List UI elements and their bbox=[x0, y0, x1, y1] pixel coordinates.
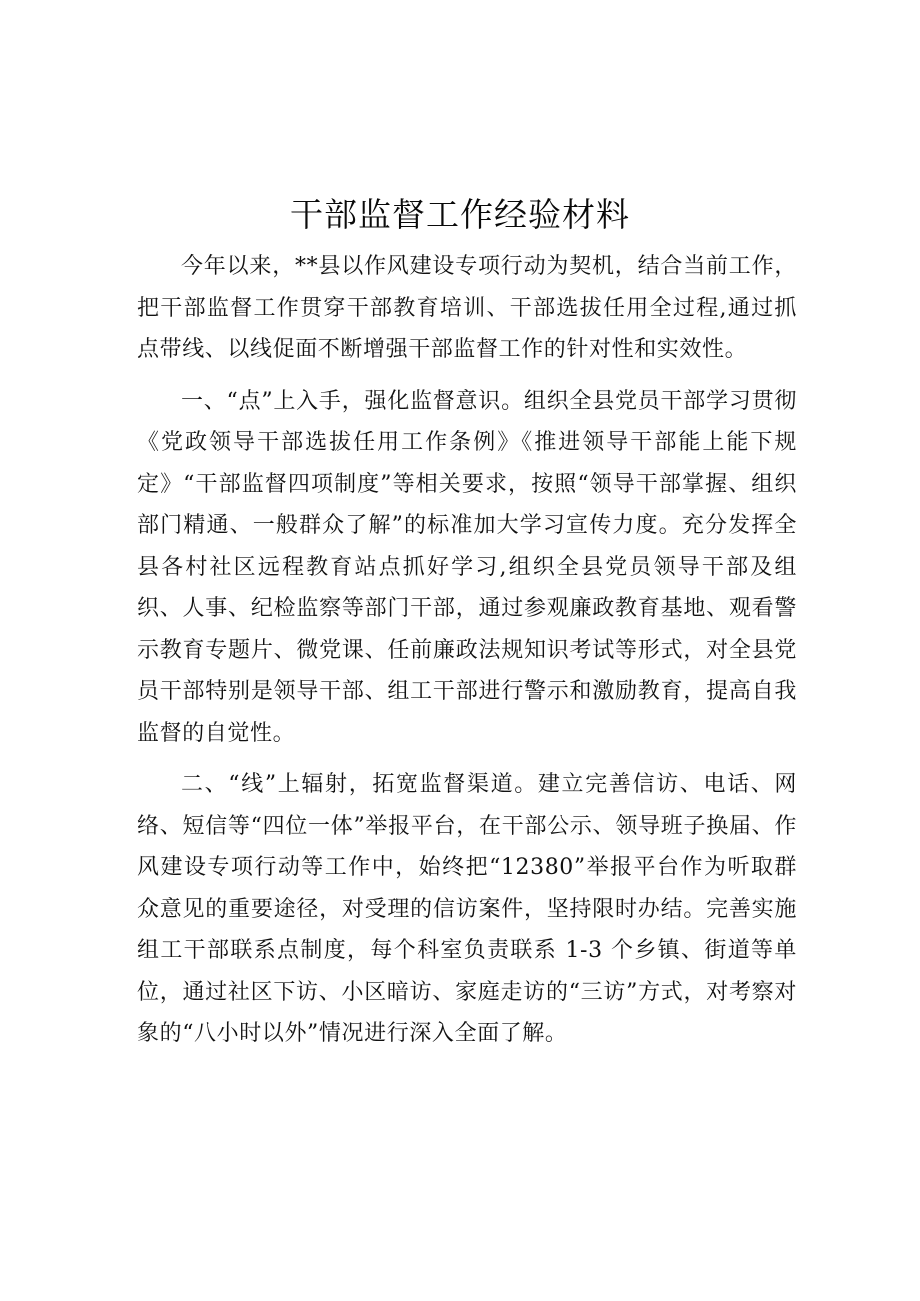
paragraph-section-1: 一、“点”上入手，强化监督意识。组织全县党员干部学习贯彻《党政领导干部选拔任用工作条例》《推进领导干部能上能下规定》“干部监督四项制度”等相关要求，按照“领导干部掌握、组织部门精通、一般群众了解”的标准加大学习宣传力度。充分发挥全县各村社区远程教育站点抓好学习,组织全县党员领导干部及组织、人事、纪检监察等部门干部，通过参观廉政教育基地、观看警示教育专题片、微党课、任前廉政法规知识考试等形式，对全县党员干部特别是领导干部、组工干部进行警示和激励教育，提高自我监督的自觉性。 bbox=[137, 388, 797, 746]
document-title: 干部监督工作经验材料 bbox=[290, 195, 630, 234]
paragraph-intro: 今年以来，**县以作风建设专项行动为契机，结合当前工作，把干部监督工作贯穿干部教育培训、干部选拔任用全过程,通过抓点带线、以线促面不断增强干部监督工作的针对性和实效性。 bbox=[137, 254, 797, 362]
document-body bbox=[137, 246, 797, 1055]
paragraph-section-2: 二、“线”上辐射，拓宽监督渠道。建立完善信访、电话、网络、短信等“四位一体”举报平台，在干部公示、领导班子换届、作风建设专项行动等工作中，始终把“12380”举报平台作为听取群众意见的重要途径，对受理的信访案件，坚持限时办结。完善实施组工干部联系点制度，每个科室负责联系 1-3 个乡镇、街道等单位，通过社区下访、小区暗访、家庭走访的“三访”方式，对考察对象的“八小时以外”情况进行深入全面了解。 bbox=[137, 772, 797, 1046]
